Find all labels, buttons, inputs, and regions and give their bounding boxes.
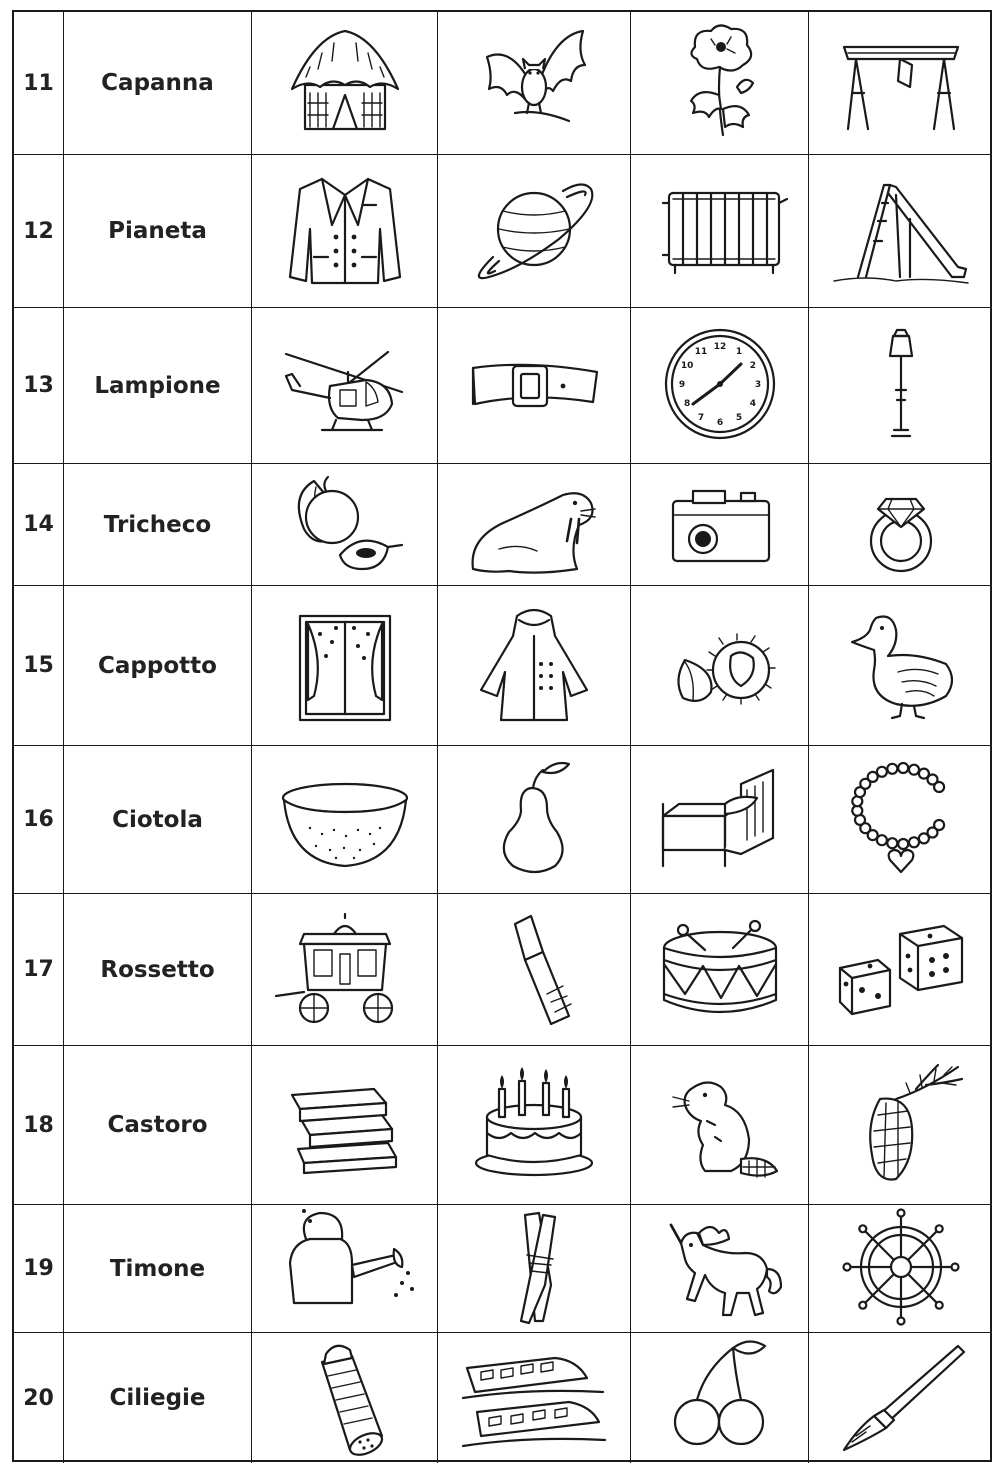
- picture-cell: [438, 12, 631, 155]
- picture-cell: [252, 1046, 438, 1205]
- pine-cone-icon: [826, 1059, 976, 1191]
- picture-cell: [809, 1205, 992, 1333]
- picture-cell: [809, 1333, 992, 1463]
- carriage-icon: [270, 904, 420, 1036]
- row-number: 11: [14, 12, 64, 155]
- picture-cell: [252, 12, 438, 155]
- picture-cell: [252, 464, 438, 586]
- necklace-icon: [826, 754, 976, 886]
- picture-cell: [631, 12, 809, 155]
- picture-cell: [252, 1205, 438, 1333]
- picture-cell: [438, 464, 631, 586]
- drum-icon: [645, 904, 795, 1036]
- row-number: 19: [14, 1205, 64, 1333]
- slide-icon: [826, 165, 976, 297]
- paintbrush-icon: [826, 1333, 976, 1463]
- clock-number: 7: [697, 412, 704, 423]
- picture-cell: [809, 12, 992, 155]
- camera-icon: [645, 464, 795, 586]
- target-word: Cappotto: [64, 586, 252, 746]
- poppy-flower-icon: [645, 17, 795, 149]
- picture-cell: [809, 308, 992, 464]
- target-word: Capanna: [64, 12, 252, 155]
- target-word: Castoro: [64, 1046, 252, 1205]
- picture-cell: [631, 464, 809, 586]
- target-word: Tricheco: [64, 464, 252, 586]
- street-lamp-icon: [826, 320, 976, 452]
- bowl-icon: [270, 754, 420, 886]
- picture-cell: [438, 746, 631, 894]
- clock-number: 1: [735, 346, 742, 357]
- ship-wheel-icon: [826, 1205, 976, 1333]
- belt-icon: [459, 320, 609, 452]
- picture-cell: [438, 1205, 631, 1333]
- clock-number: 8: [683, 398, 690, 409]
- raincoat-icon: [459, 600, 609, 732]
- picture-word-table: [12, 10, 992, 1462]
- beaver-icon: [645, 1059, 795, 1191]
- picture-cell: [438, 308, 631, 464]
- salami-icon: [270, 1333, 420, 1463]
- bat-icon: [459, 17, 609, 149]
- picture-cell: [252, 1333, 438, 1463]
- row-number: 13: [14, 308, 64, 464]
- birthday-cake-icon: [459, 1059, 609, 1191]
- picture-cell: [252, 894, 438, 1046]
- planet-icon: [459, 165, 609, 297]
- target-word: Rossetto: [64, 894, 252, 1046]
- wooden-bench-icon: [826, 17, 976, 149]
- duck-icon: [826, 600, 976, 732]
- lipstick-icon: [459, 904, 609, 1036]
- bed-icon: [645, 754, 795, 886]
- cherries-icon: [645, 1333, 795, 1463]
- clock-number: 12: [713, 341, 726, 352]
- row-number: 17: [14, 894, 64, 1046]
- picture-cell: [252, 155, 438, 308]
- picture-cell: [631, 746, 809, 894]
- clock-number: 2: [749, 360, 756, 371]
- picture-cell: [809, 155, 992, 308]
- picture-cell: [631, 1205, 809, 1333]
- picture-cell: [631, 1046, 809, 1205]
- picture-cell: [438, 155, 631, 308]
- clock-number: 4: [749, 398, 756, 409]
- walrus-icon: [459, 464, 609, 586]
- picture-cell: [252, 586, 438, 746]
- picture-cell: [631, 308, 809, 464]
- picture-cell: [438, 1046, 631, 1205]
- clock-number: 9: [678, 379, 685, 390]
- chestnut-icon: [645, 600, 795, 732]
- dice-icon: [826, 904, 976, 1036]
- picture-cell: [809, 746, 992, 894]
- row-number: 12: [14, 155, 64, 308]
- picture-cell: [809, 464, 992, 586]
- picture-cell: [438, 1333, 631, 1463]
- clock-number: 10: [680, 360, 693, 371]
- picture-cell: [252, 308, 438, 464]
- picture-cell: [809, 894, 992, 1046]
- window-icon: [270, 600, 420, 732]
- row-number: 20: [14, 1333, 64, 1463]
- target-word: Timone: [64, 1205, 252, 1333]
- picture-cell: [252, 746, 438, 894]
- target-word: Pianeta: [64, 155, 252, 308]
- picture-cell: [438, 894, 631, 1046]
- row-number: 14: [14, 464, 64, 586]
- helicopter-icon: [270, 320, 420, 452]
- train-icon: [459, 1333, 609, 1463]
- target-word: Ciotola: [64, 746, 252, 894]
- hut-icon: [270, 17, 420, 149]
- picture-cell: [631, 894, 809, 1046]
- clock-number: 3: [754, 379, 761, 390]
- picture-cell: [631, 586, 809, 746]
- row-number: 16: [14, 746, 64, 894]
- picture-cell: [631, 155, 809, 308]
- unicorn-icon: [645, 1205, 795, 1333]
- picture-cell: [438, 586, 631, 746]
- picture-cell: [631, 1333, 809, 1463]
- row-number: 18: [14, 1046, 64, 1205]
- ring-icon: [826, 464, 976, 586]
- pear-icon: [459, 754, 609, 886]
- clothespin-icon: [459, 1205, 609, 1333]
- clock-number: 6: [716, 417, 723, 428]
- picture-cell: [809, 1046, 992, 1205]
- clock-icon: [645, 320, 795, 452]
- plum-icon: [270, 464, 420, 586]
- watering-can-icon: [270, 1205, 420, 1333]
- target-word: Ciliegie: [64, 1333, 252, 1463]
- books-icon: [270, 1059, 420, 1191]
- clock-number: 11: [694, 346, 707, 357]
- jacket-icon: [270, 165, 420, 297]
- clock-number: 5: [735, 412, 742, 423]
- radiator-icon: [645, 165, 795, 297]
- target-word: Lampione: [64, 308, 252, 464]
- picture-cell: [809, 586, 992, 746]
- row-number: 15: [14, 586, 64, 746]
